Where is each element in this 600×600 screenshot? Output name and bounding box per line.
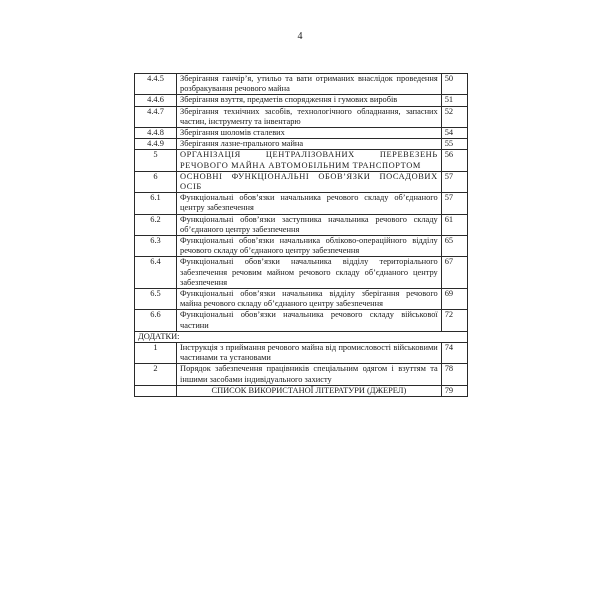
toc-number: 4.4.8 [135,128,177,139]
toc-title: Зберігання технічних засобів, технологічного обладнання, запасних частин, інструменту та інвентарю [177,106,442,127]
toc-row [135,236,468,257]
toc-row [135,150,468,171]
toc-page: 54 [441,128,467,139]
toc-number: 6.6 [135,310,177,331]
toc-title: Інструкція з приймання речового майна від промисловості військовими частинами та установами [177,343,442,364]
toc-number: 4.4.6 [135,95,177,106]
toc-page: 57 [441,171,467,192]
toc-page: 52 [441,106,467,127]
appendix-header-row [135,331,468,342]
toc-page: 61 [441,214,467,235]
toc-title: Функціональні обов’язки начальника відділу територіального забезпечення речовим майном речового складу об’єднаного центру забезпечення [177,257,442,289]
toc-row [135,257,468,289]
toc-number: 6.2 [135,214,177,235]
toc-row [135,310,468,331]
references-page: 79 [441,385,467,396]
page-number: 4 [297,31,303,42]
toc-number: 6.4 [135,257,177,289]
toc-number: 1 [135,343,177,364]
toc-page: 74 [441,343,467,364]
toc-row [135,139,468,150]
toc-row [135,171,468,192]
toc-page: 51 [441,95,467,106]
toc-title: Функціональні обов’язки начальника речового складу об’єднаного центру забезпечення [177,193,442,214]
toc-title: ОРГАНІЗАЦІЯ ЦЕНТРАЛІЗОВАНИХ ПЕРЕВЕЗЕНЬ РЕЧОВОГО МАЙНА АВТОМОБІЛЬНИМ ТРАНСПОРТОМ [177,150,442,171]
toc-page: 56 [441,150,467,171]
toc-page: 69 [441,289,467,310]
toc-title: Зберігання шоломів сталевих [177,128,442,139]
toc-row [135,106,468,127]
toc-page: 55 [441,139,467,150]
appendix-header: ДОДАТКИ: [135,331,468,342]
toc-title: Зберігання взуття, предметів спорядження і гумових виробів [177,95,442,106]
references-row [135,385,468,396]
table-of-contents [134,73,468,397]
references-title: СПИСОК ВИКОРИСТАНОЇ ЛІТЕРАТУРИ (ДЖЕРЕЛ) [177,385,442,396]
toc-page: 72 [441,310,467,331]
toc-row [135,74,468,95]
toc-title: ОСНОВНІ ФУНКЦІОНАЛЬНІ ОБОВ’ЯЗКИ ПОСАДОВИХ ОСІБ [177,171,442,192]
toc-number-empty [135,385,177,396]
toc-row [135,128,468,139]
toc-page: 78 [441,364,467,385]
toc-number: 6.5 [135,289,177,310]
toc-row [135,193,468,214]
toc-number: 5 [135,150,177,171]
toc-title: Функціональні обов’язки начальника речового складу військової частини [177,310,442,331]
toc-number: 6 [135,171,177,192]
toc-row [135,214,468,235]
toc-row [135,343,468,364]
toc-page: 65 [441,236,467,257]
toc-number: 4.4.5 [135,74,177,95]
toc-row [135,364,468,385]
toc-number: 2 [135,364,177,385]
toc-title: Зберігання лазне-прального майна [177,139,442,150]
toc-page: 67 [441,257,467,289]
toc-title: Порядок забезпечення працівників спеціальним одягом і взуттям та іншими засобами індивідуального захисту [177,364,442,385]
toc-number: 4.4.9 [135,139,177,150]
toc-number: 6.3 [135,236,177,257]
toc-number: 6.1 [135,193,177,214]
toc-row [135,95,468,106]
toc-title: Функціональні обов’язки начальника обліково-операційного відділу речового складу об’єднаного центру забезпечення [177,236,442,257]
toc-title: Функціональні обов’язки начальника відділу зберігання речового майна речового складу об’єднаного центру забезпечення [177,289,442,310]
toc-number: 4.4.7 [135,106,177,127]
toc-title: Функціональні обов’язки заступника начальника речового складу об’єднаного центру забезпечення [177,214,442,235]
toc-title: Зберігання ганчір’я, утильо та вати отриманих внаслідок проведення розбракування речового майна [177,74,442,95]
toc-page: 57 [441,193,467,214]
toc-page: 50 [441,74,467,95]
toc-row [135,289,468,310]
